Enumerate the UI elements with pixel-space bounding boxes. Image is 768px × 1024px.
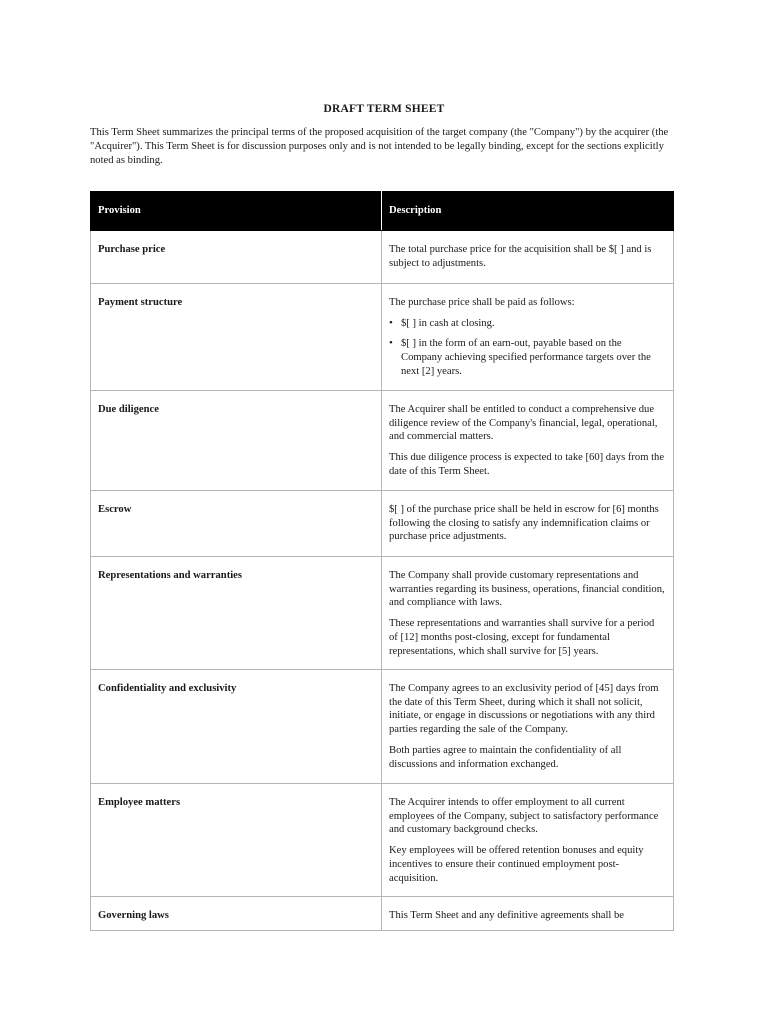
provision-cell: Purchase price [91, 231, 382, 284]
description-paragraph: The Company shall provide customary representations and warranties regarding its business, operations, financial condition, and compliance with laws. [389, 570, 665, 609]
description-column-header: Description [382, 192, 674, 231]
description-cell [382, 784, 674, 897]
table-row [91, 897, 674, 931]
description-cell [382, 491, 674, 557]
list-item [389, 337, 665, 378]
list-item-text: $[ ] in the form of an earn-out, payable based on the Company achieving specified performance targets over the next [2] years. [401, 338, 651, 377]
list-item-text: $[ ] in cash at closing. [401, 317, 495, 329]
provision-column-header: Provision [91, 192, 382, 231]
description-paragraph: This Term Sheet and any definitive agreements shall be [389, 910, 624, 921]
description-cell [382, 231, 674, 284]
description-paragraph: These representations and warranties shall survive for a period of [12] months post-closing, except for fundamental representations, which shall survive for [5] years. [389, 618, 655, 657]
description-paragraph: Key employees will be offered retention bonuses and equity incentives to ensure their continued employment post-acquisition. [389, 845, 644, 884]
table-row [91, 231, 674, 284]
provision-cell: Representations and warranties [91, 557, 382, 670]
provision-cell: Employee matters [91, 784, 382, 897]
table-row [91, 391, 674, 491]
document-title: DRAFT TERM SHEET [323, 103, 445, 115]
description-paragraph: The Acquirer intends to offer employment to all current employees of the Company, subject to satisfactory performance and customary background checks. [389, 797, 659, 836]
table-row [91, 491, 674, 557]
description-paragraph: $[ ] of the purchase price shall be held in escrow for [6] months following the closing to satisfy any indemnification claims or purchase price adjustments. [389, 504, 659, 543]
provision-cell: Escrow [91, 491, 382, 557]
table-header-row [91, 192, 674, 231]
bullet-icon: • [389, 316, 393, 329]
description-cell [382, 897, 674, 931]
description-cell [382, 391, 674, 491]
description-paragraph: Both parties agree to maintain the confidentiality of all discussions and information exchanged. [389, 744, 622, 770]
description-cell [382, 284, 674, 391]
description-paragraph: The Acquirer shall be entitled to conduct a comprehensive due diligence review of the Company's financial, legal, operational, and commercial matters. [389, 404, 658, 443]
description-paragraph: The Company agrees to an exclusivity period of [45] days from the date of this Term Sheet, during which it shall not solicit, initiate, or engage in discussions or negotiations with any third parties regarding the sale of the Company. [389, 683, 659, 736]
description-paragraph: This due diligence process is expected to take [60] days from the date of this Term Sheet. [389, 452, 665, 477]
description-cell [382, 557, 674, 670]
table-row [91, 557, 674, 670]
bullet-icon: • [389, 337, 393, 350]
term-sheet-table [90, 191, 674, 931]
payment-list [389, 317, 665, 379]
description-paragraph: The purchase price shall be paid as follows: [389, 297, 575, 308]
list-item [389, 317, 665, 331]
table-row [91, 670, 674, 784]
provision-cell: Payment structure [91, 284, 382, 391]
provision-cell: Due diligence [91, 391, 382, 491]
description-cell [382, 670, 674, 784]
table-row [91, 784, 674, 897]
intro-paragraph: This Term Sheet summarizes the principal terms of the proposed acquisition of the target company (the "Company") by the acquirer (the "Acquirer"). This Term Sheet is for discussion purposes only and is not intended to be legally binding, except for the sections explicitly noted as binding. [90, 127, 669, 166]
description-paragraph: The total purchase price for the acquisition shall be $[ ] and is subject to adjustments. [389, 244, 652, 269]
provision-cell: Confidentiality and exclusivity [91, 670, 382, 784]
provision-cell: Governing laws [91, 897, 382, 931]
table-row [91, 284, 674, 391]
